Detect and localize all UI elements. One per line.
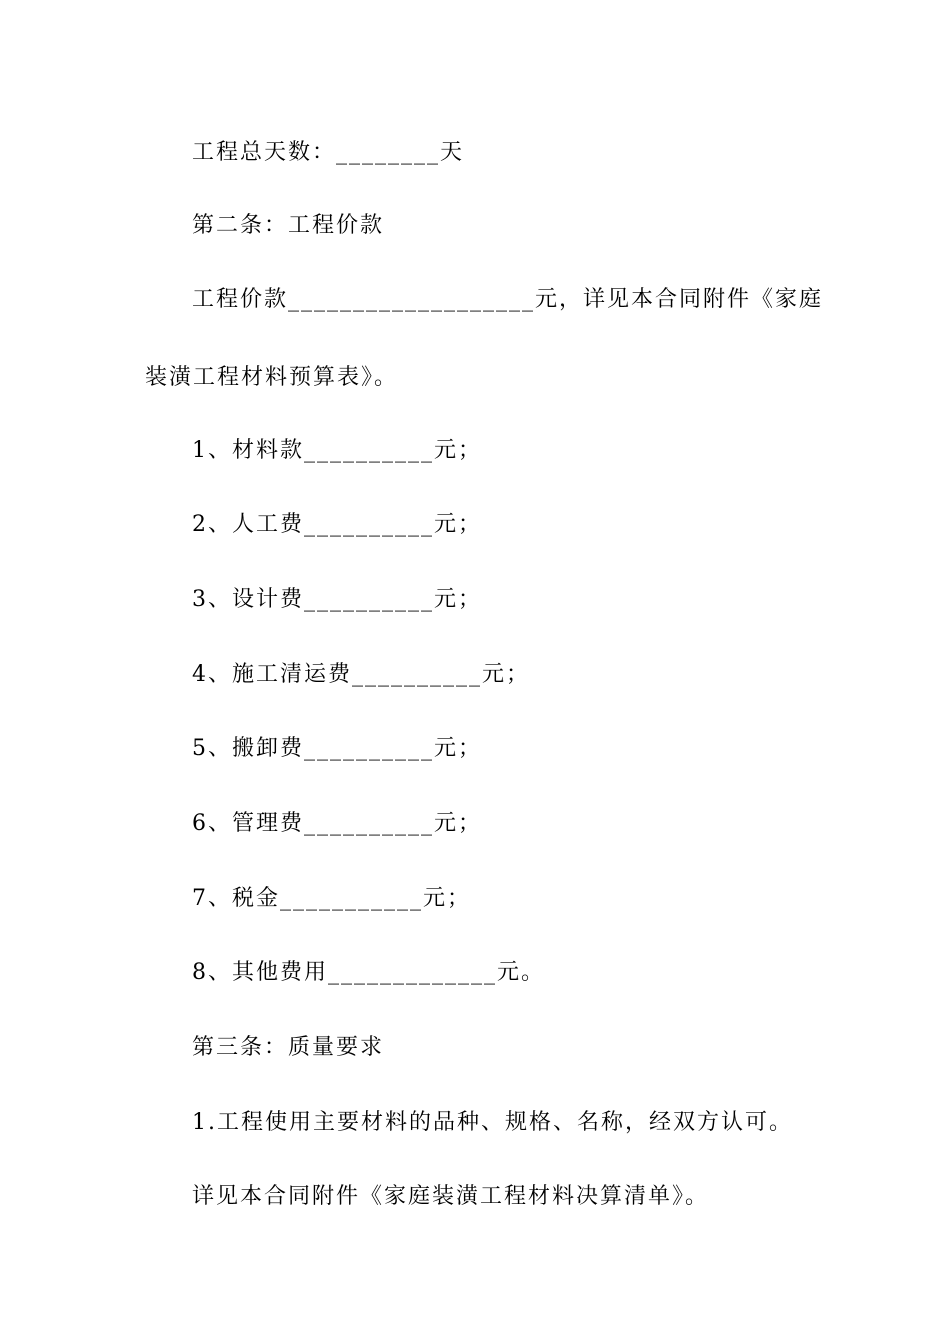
labor-fee-line: 2、人工费__________元； [192,512,482,537]
project-price-continuation: 装潢工程材料预算表》。 [145,365,399,390]
material-fee-line: 1、材料款__________元； [192,438,482,463]
other-fees-line: 8、其他费用_____________元。 [192,960,545,985]
article-2-heading: 第二条：工程价款 [192,213,385,238]
tax-line: 7、税金___________元； [192,886,471,911]
total-days-line: 工程总天数：________天 [192,140,465,165]
article-3-heading: 第三条：质量要求 [192,1035,385,1060]
project-price-line: 工程价款___________________元，详见本合同附件《家庭 [192,287,824,312]
design-fee-line: 3、设计费__________元； [192,587,482,612]
materials-attachment-line: 详见本合同附件《家庭装潢工程材料决算清单》。 [192,1184,710,1209]
materials-requirement-line: 1.工程使用主要材料的品种、规格、名称，经双方认可。 [192,1110,793,1135]
cleanup-fee-line: 4、施工清运费__________元； [192,662,530,687]
handling-fee-line: 5、搬卸费__________元； [192,736,482,761]
management-fee-line: 6、管理费__________元； [192,811,482,836]
